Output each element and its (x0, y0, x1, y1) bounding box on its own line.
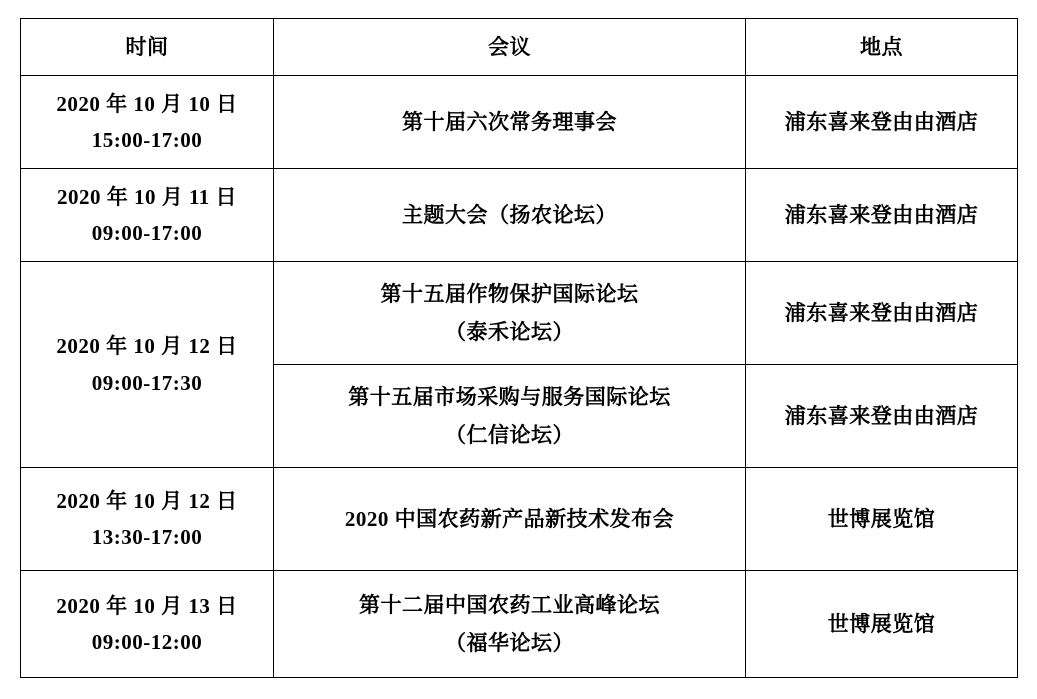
cell-meeting (274, 262, 746, 365)
table-row (21, 468, 1018, 571)
time-date: 2020 年 10 月 12 日 (56, 334, 238, 359)
cell-place: 浦东喜来登由由酒店 (746, 365, 1018, 468)
cell-meeting (274, 468, 746, 571)
time-range: 13:30-17:00 (91, 525, 203, 549)
column-header-meeting: 会议 (274, 19, 746, 76)
cell-place: 世博展览馆 (746, 571, 1018, 678)
cell-time (21, 169, 274, 262)
meeting-subtitle: （福华论坛） (445, 631, 574, 655)
cell-time (21, 76, 274, 169)
cell-place: 浦东喜来登由由酒店 (746, 262, 1018, 365)
table-row (21, 76, 1018, 169)
table-row (21, 262, 1018, 365)
time-range: 09:00-12:00 (91, 630, 203, 654)
meeting-title: 主题大会（扬农论坛） (402, 202, 617, 227)
cell-meeting (274, 76, 746, 169)
meeting-subtitle: （仁信论坛） (445, 423, 574, 447)
table-header (21, 19, 1018, 76)
meeting-title: 第十二届中国农药工业高峰论坛 (359, 592, 660, 617)
column-header-time: 时间 (21, 19, 274, 76)
meeting-title: 2020 中国农药新产品新技术发布会 (344, 506, 675, 531)
time-date: 2020 年 10 月 11 日 (56, 184, 238, 209)
cell-time (21, 571, 274, 678)
cell-time (21, 468, 274, 571)
column-header-place: 地点 (746, 19, 1018, 76)
schedule-table (20, 18, 1018, 678)
meeting-title: 第十五届市场采购与服务国际论坛 (348, 384, 671, 409)
table-row (21, 571, 1018, 678)
time-range: 09:00-17:30 (91, 370, 203, 395)
cell-time (21, 262, 274, 468)
meeting-title: 第十届六次常务理事会 (402, 109, 617, 134)
meeting-subtitle: （泰禾论坛） (445, 320, 574, 344)
time-date: 2020 年 10 月 13 日 (56, 593, 238, 618)
time-range: 15:00-17:00 (91, 128, 203, 152)
meeting-title: 第十五届作物保护国际论坛 (380, 281, 639, 306)
table-row (21, 169, 1018, 262)
cell-meeting (274, 169, 746, 262)
table-body (21, 76, 1018, 678)
time-range: 09:00-17:00 (91, 221, 203, 245)
time-date: 2020 年 10 月 12 日 (56, 488, 238, 513)
cell-place: 浦东喜来登由由酒店 (746, 76, 1018, 169)
cell-meeting (274, 571, 746, 678)
cell-place: 世博展览馆 (746, 468, 1018, 571)
table-header-row (21, 19, 1018, 76)
cell-place: 浦东喜来登由由酒店 (746, 169, 1018, 262)
time-date: 2020 年 10 月 10 日 (56, 91, 238, 116)
cell-meeting (274, 365, 746, 468)
